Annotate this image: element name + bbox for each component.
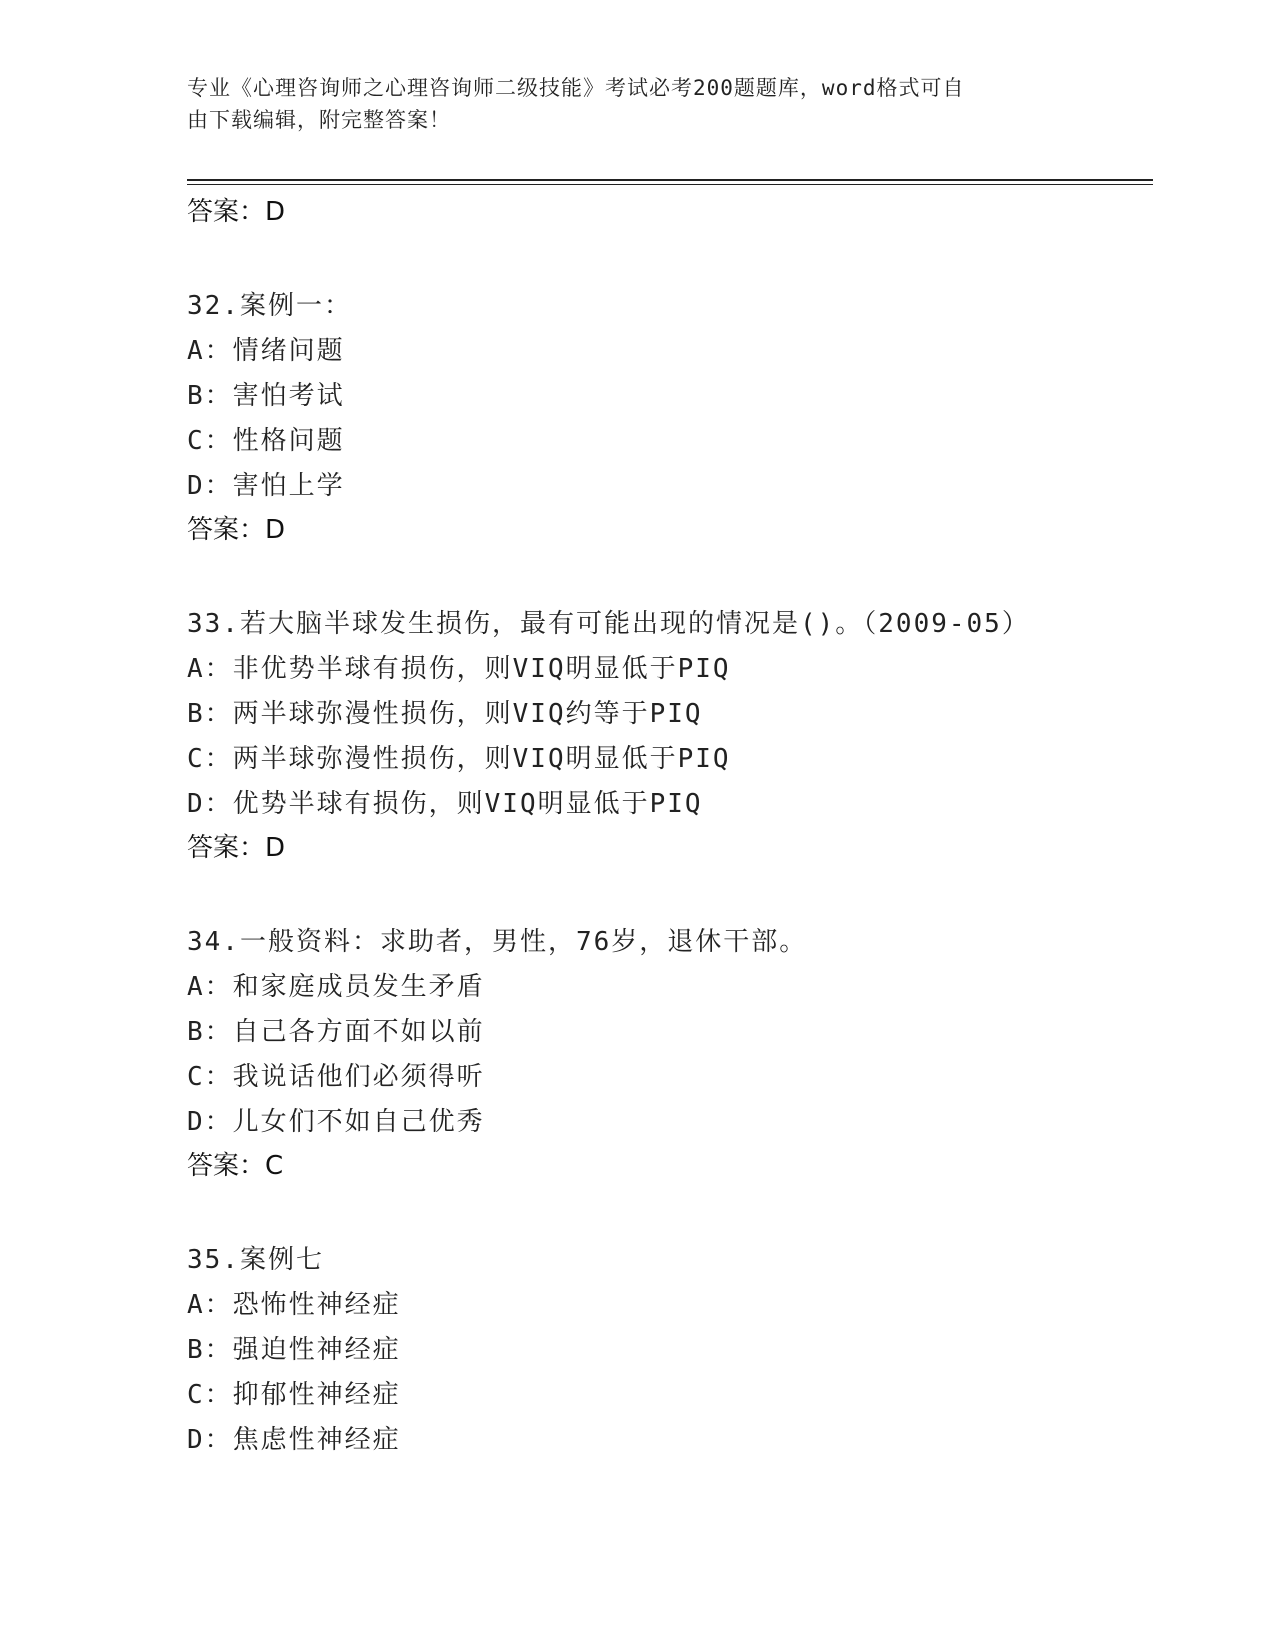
question-stem: 35.案例七: [187, 1245, 324, 1275]
answer-label: 答案：D: [187, 515, 286, 545]
question-stem: 33.若大脑半球发生损伤，最有可能出现的情况是()。（2009-05）: [187, 609, 1030, 639]
document-header: [187, 72, 1067, 136]
header-rule-thick: [187, 179, 1153, 181]
option-b: B：两半球弥漫性损伤，则VIQ约等于PIQ: [187, 699, 703, 729]
question-block-34: [187, 920, 1147, 1187]
option-a: A：情绪问题: [187, 336, 345, 366]
option-b: B：强迫性神经症: [187, 1335, 401, 1365]
question-stem: 32.案例一：: [187, 291, 352, 321]
option-c: C：两半球弥漫性损伤，则VIQ明显低于PIQ: [187, 744, 731, 774]
option-a: A：非优势半球有损伤，则VIQ明显低于PIQ: [187, 654, 731, 684]
header-line-1: 专业《心理咨询师之心理咨询师二级技能》考试必考200题题库，word格式可自: [187, 76, 965, 100]
question-list: [187, 191, 1147, 1463]
option-a: A：和家庭成员发生矛盾: [187, 972, 485, 1002]
option-c: C：我说话他们必须得听: [187, 1062, 485, 1092]
question-block-35: [187, 1238, 1147, 1463]
answer-label: 答案：C: [187, 1151, 284, 1181]
option-d: D：焦虑性神经症: [187, 1425, 401, 1455]
question-stem: 34.一般资料：求助者，男性，76岁，退休干部。: [187, 927, 808, 957]
header-line-2: 由下载编辑，附完整答案！: [187, 108, 451, 132]
option-c: C：性格问题: [187, 426, 345, 456]
answer-label: 答案：D: [187, 197, 286, 227]
option-d: D：优势半球有损伤，则VIQ明显低于PIQ: [187, 789, 703, 819]
option-d: D：害怕上学: [187, 471, 345, 501]
option-b: B：害怕考试: [187, 381, 345, 411]
option-d: D：儿女们不如自己优秀: [187, 1107, 485, 1137]
answer-label: 答案：D: [187, 833, 286, 863]
question-block-32: [187, 284, 1147, 551]
header-rule-thin: [187, 184, 1153, 185]
option-c: C：抑郁性神经症: [187, 1380, 401, 1410]
option-a: A：恐怖性神经症: [187, 1290, 401, 1320]
option-b: B：自己各方面不如以前: [187, 1017, 485, 1047]
question-block-33: [187, 602, 1147, 869]
